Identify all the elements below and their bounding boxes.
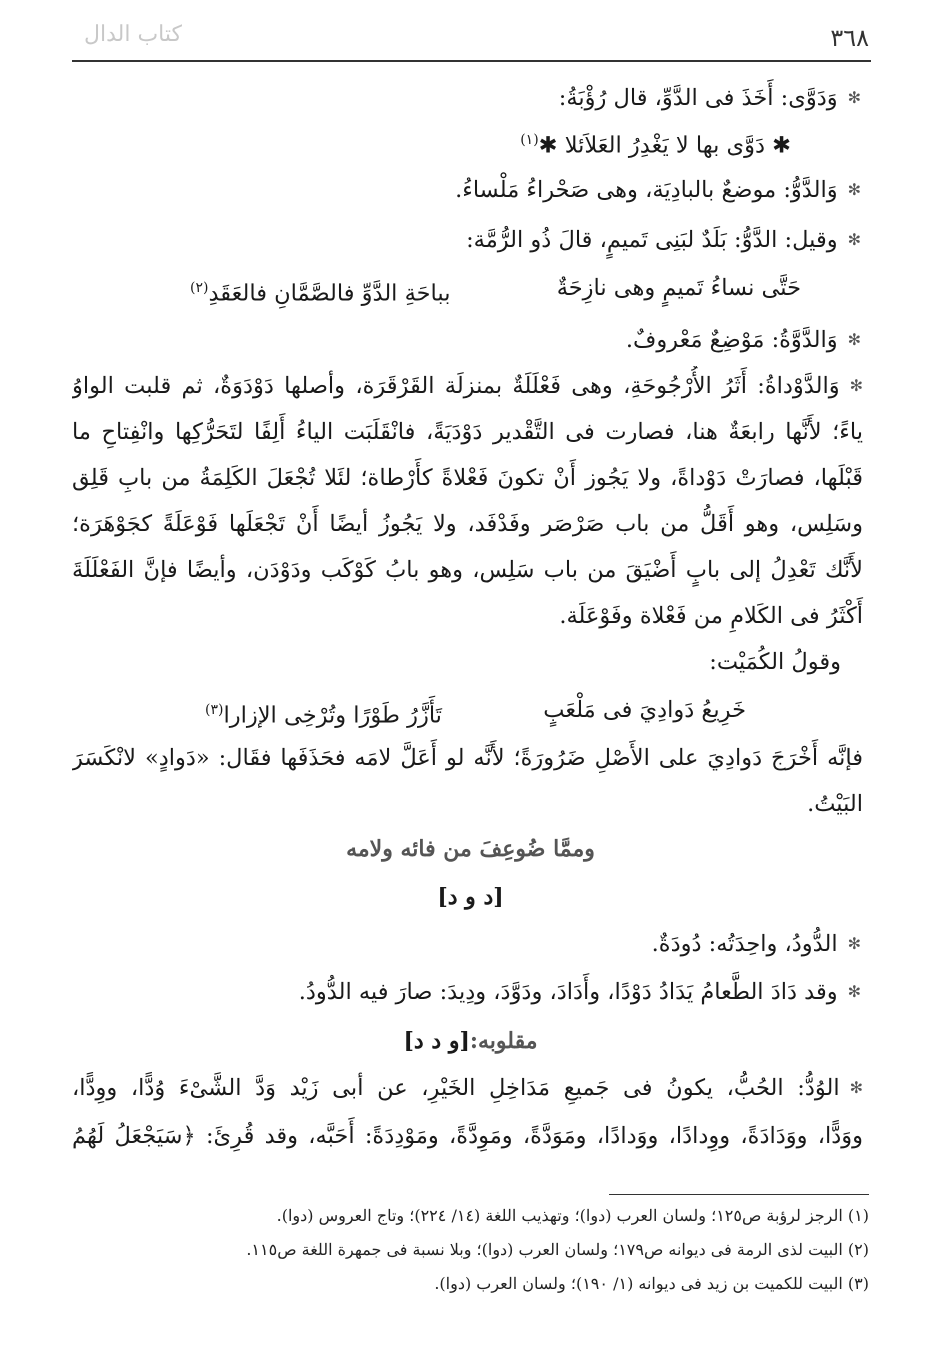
asterisk-icon: ✻ <box>847 88 861 107</box>
paragraph-line: وسَلِس، وهو أَقَلُّ من باب صَرْصَر وفَدْفَد، ولا يَجُوزُ أيضًا أَنْ تَجْعَلَها فَوْعَلَةً كجَوْهَرَة؛ <box>72 511 863 537</box>
footnote-marker: (٢) <box>190 280 209 296</box>
asterisk-icon: ✻ <box>849 1078 863 1097</box>
asterisk-icon: ✻ <box>847 982 861 1001</box>
verse-hemistich-1: حَتَّى نساءُ تَميمٍ وهى نازِحَةٌ <box>556 275 801 301</box>
asterisk-icon: ✻ <box>849 376 863 395</box>
root-heading <box>0 1028 941 1054</box>
asterisk-icon: ✻ <box>847 180 861 199</box>
root-letters: [و د د] <box>403 1028 470 1054</box>
paragraph-line: ✻الوُدُّ: الحُبُّ، يكونُ فى جَميعِ مَدَاخِلِ الخَيْرِ، عن أبى زَيْد وَدَّ الشَّىْءَ وُدًّا، ووِدًّا، <box>72 1075 863 1101</box>
paragraph-line: البَيْتُ. <box>807 791 863 817</box>
footnote-marker: (٣) <box>205 702 224 718</box>
running-head: كتاب الدال <box>84 22 182 47</box>
footnote-rule <box>609 1194 869 1195</box>
footnote-marker: (١) <box>520 132 539 148</box>
verse-line: ✱ دَوَّى بها لا يَغْدِرُ العَلاَئلا ✱$^{(١)}$ <box>520 132 791 159</box>
paragraph-line: ✻وَالدَّوْداةُ: أَثَرُ الأُرْجُوحَةِ، وهى فَعْلَلَةٌ بمنزلَة القَرْقَرَة، وأصلها دَوْدَوَةٌ، ثم قلبت الواوُ <box>72 373 863 399</box>
paragraph-line: ووَدًّا، ووَدَادَةً، ووِدادًا، ووَدادًا، ومَوَدَّةً، ومَوِدَّةً، ومَوْدِدَةً: أَحَبَّه، وقد قُرِئَ: ﴿سَيَجْعَلُ لَهُمُ <box>72 1123 863 1149</box>
page-header <box>70 18 869 60</box>
paragraph-line: أَكْثَرُ فى الكَلامِ من فَعْلاة وفَوْعَلَة. <box>559 603 863 629</box>
paragraph-line: قَبْلَها، فصارَتْ دَوْداةً، ولا يَجُوز أَنْ تكونَ فَعْلاةً كأَرْطاة؛ لئَلا تُجْعَلَ الكَلِمَةُ من بابِ قَلِق <box>72 465 863 491</box>
asterisk-icon: ✱ <box>764 132 791 159</box>
asterisk-icon: ✱ <box>538 132 565 159</box>
verse-hemistich-2: بباحَةِ الدَّوِّ فالصَّمَّانِ فالعَقَدِ$^{(٢)}$ <box>190 280 451 307</box>
header-rule <box>72 60 871 62</box>
root-label: مقلوبه: <box>469 1028 538 1054</box>
entry-line: ✻وَالدَّوَّةُ: مَوْضِعٌ مَعْروفٌ. <box>625 327 861 353</box>
asterisk-icon: ✻ <box>847 230 861 249</box>
footnote: (٣) البيت للكميت بن زيد فى ديوانه (١/ ١٩٠)؛ ولسان العرب (دوا). <box>434 1274 869 1293</box>
page-number: ٣٦٨ <box>830 24 869 52</box>
footnote: (٢) البيت لذى الرمة فى ديوانه ص١٧٩؛ ولسان العرب (دوا)؛ وبلا نسبة فى جمهرة اللغة ص١١٥. <box>246 1240 869 1259</box>
asterisk-icon: ✻ <box>847 330 861 349</box>
paragraph-line: فإنَّه أَخْرَجَ دَوادِيَ على الأَصْلِ ضَرُورَةً؛ لأَنَّه لو أَعَلَّ لامَه فحَذَفَها فقَال: «دَوادٍ» لانْكَسَرَ <box>72 745 863 771</box>
entry-line: ✻وَدَوَّى: أَخَذَ فى الدَّوِّ، قال رُؤْبَةُ: <box>558 85 861 111</box>
asterisk-icon: ✻ <box>847 934 861 953</box>
paragraph-line: وقولُ الكُمَيْت: <box>709 649 841 675</box>
entry-line: ✻وَالدَّوُّ: موضعٌ بالبادِيَة، وهى صَحْراءُ مَلْساءُ. <box>455 177 861 203</box>
entry-line: ✻الدُّودُ، واحِدَتُه: دُودَةٌ. <box>651 931 861 957</box>
entry-line: ✻وقد دَادَ الطَّعامُ يَدَادُ دَوْدًا، وأَدَادَ، ودَوَّدَ، ودِيدَ: صارَ فيه الدُّودُ. <box>298 979 861 1005</box>
entry-line: ✻وقيل: الدَّوُّ: بَلَدٌ لبَنِى تَميمٍ، قالَ ذُو الرُّمَّة: <box>466 227 861 253</box>
verse-hemistich-2: تَأَزَّرُ طَوْرًا وتُرْخِى الإزارا$^{(٣)}$ <box>205 702 442 729</box>
verse-hemistich-1: خَرِيعُ دَوادِيَ فى مَلْعَبٍ <box>543 697 746 723</box>
root-heading: [د و د] <box>437 884 504 910</box>
paragraph-line: لأَنَّك تَعْدِلُ إلى بابٍ أَضْيَقَ من باب سَلِس، وهو بابُ كَوْكَب ودَوْدَن، وأيضًا فإنَّ الفَعْلَلَةَ <box>72 557 863 583</box>
section-title: وممَّا ضُوعِفَ من فائه ولامه <box>346 836 595 862</box>
paragraph-line: ياءً؛ لأَنَّها رابعَةٌ هنا، فصارت فى التَّقْدير دَوْدَيَةً، فانْقَلَبَت الياءُ أَلِفًا لتَحَرُّكِها وانْفِتاحِ ما <box>72 419 863 445</box>
footnote: (١) الرجز لرؤبة ص١٢٥؛ ولسان العرب (دوا)؛ وتهذيب اللغة (١٤/ ٢٢٤)؛ وتاج العروس (دوا). <box>276 1206 869 1225</box>
